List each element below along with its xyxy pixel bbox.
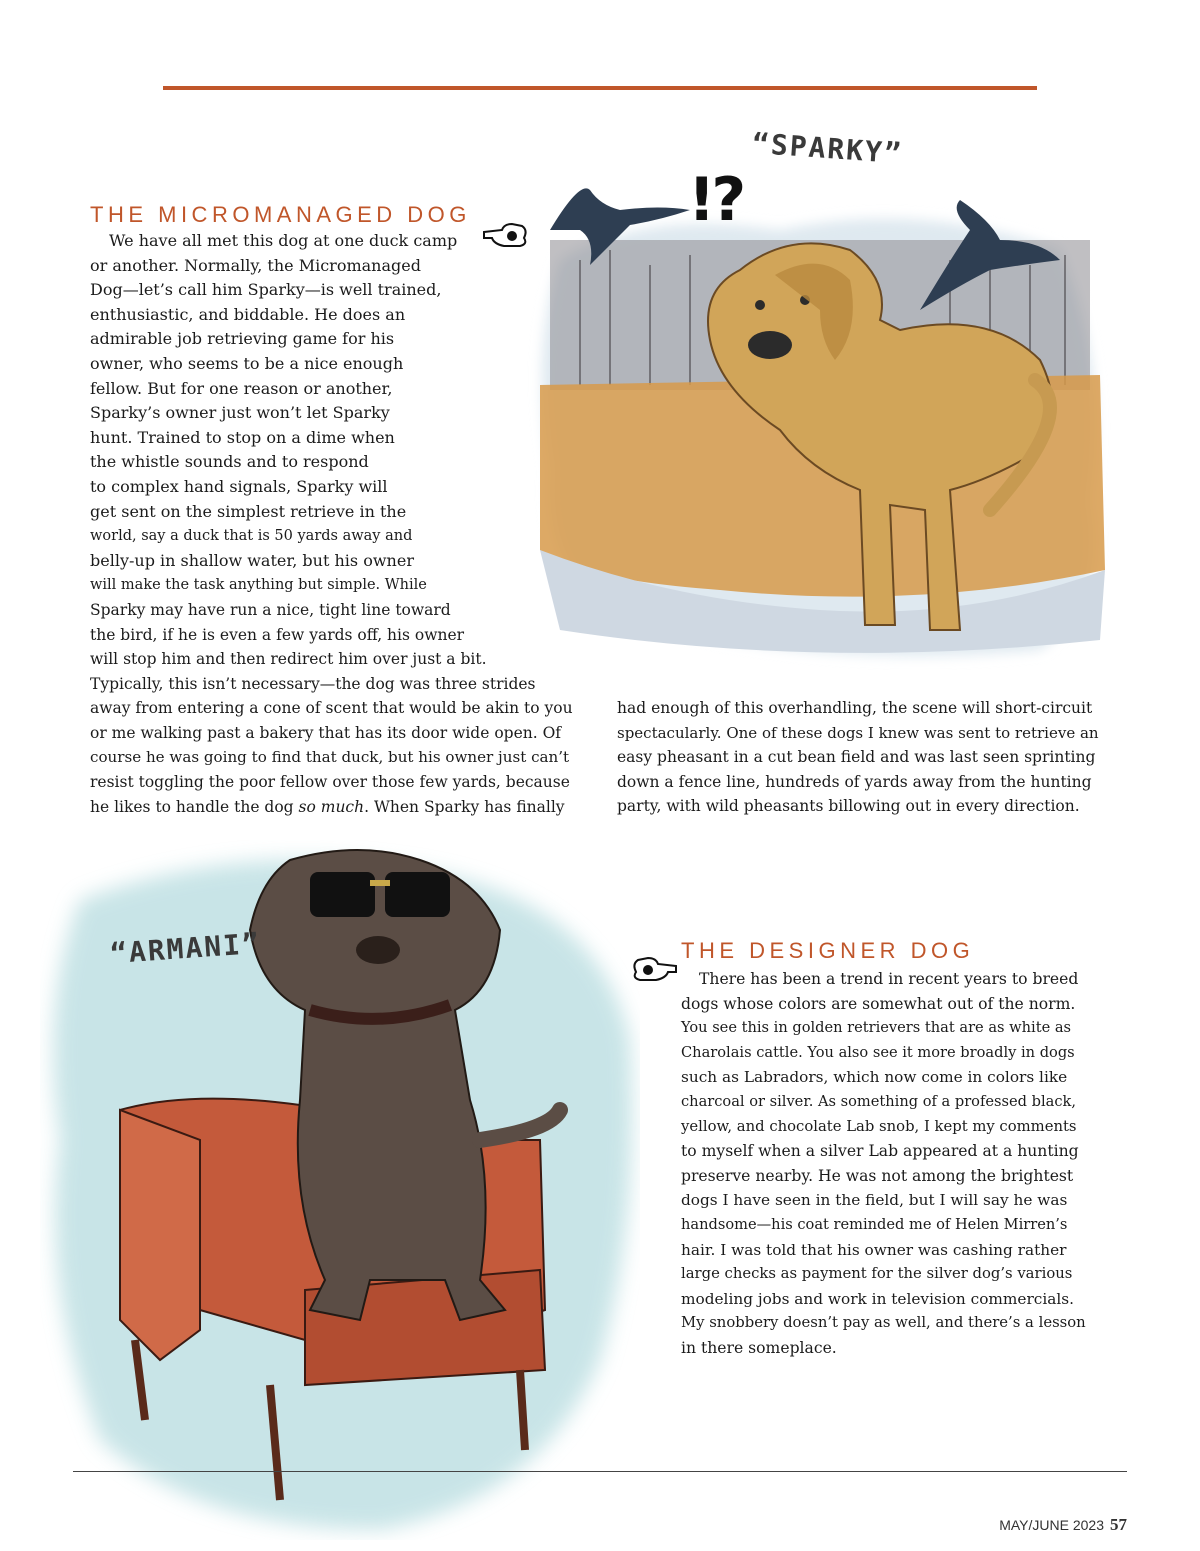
body-line: will stop him and then redirect him over just a bit. [90, 650, 487, 669]
sparky-illustration [520, 170, 1120, 670]
body-line: owner, who seems to be a nice enough [90, 353, 404, 373]
body-line: such as Labradors, which now come in colors like [681, 1068, 1068, 1087]
body-line: preserve nearby. He was not among the brightest [681, 1166, 1074, 1185]
body-line: away from entering a cone of scent that would be akin to you [90, 699, 573, 718]
pointing-hand-icon [632, 952, 678, 984]
body-line: Charolais cattle. You also see it more broadly in dogs [681, 1043, 1075, 1061]
surprise-mark: !? [688, 165, 743, 235]
dog-nose [748, 331, 792, 359]
body-line: admirable job retrieving game for his [90, 329, 395, 349]
micromanaged-body [90, 229, 580, 819]
top-accent-rule [163, 86, 1037, 90]
body-line: dogs I have seen in the field, but I will say he was [681, 1191, 1068, 1210]
body-line: party, with wild pheasants billowing out in every direction. [617, 797, 1080, 816]
body-line: had enough of this overhandling, the scene will short-circuit [617, 699, 1093, 717]
body-line: hunt. Trained to stop on a dime when [90, 427, 395, 447]
section-heading-micromanaged: THE MICROMANAGED DOG [90, 202, 471, 227]
body-line: modeling jobs and work in television commercials. [681, 1289, 1074, 1308]
body-line: Sparky’s owner just won’t let Sparky [90, 403, 390, 423]
body-line: fellow. But for one reason or another, [90, 378, 393, 398]
body-line: enthusiastic, and biddable. He does an [90, 304, 406, 324]
body-line: course he was going to find that duck, but his owner just can’t [90, 748, 570, 767]
body-line: hair. I was told that his owner was cashing rather [681, 1240, 1067, 1259]
body-line: charcoal or silver. As something of a professed black, [681, 1092, 1076, 1110]
body-line: yellow, and chocolate Lab snob, I kept my comments [681, 1117, 1077, 1135]
body-line: the whistle sounds and to respond [90, 452, 369, 472]
body-line: Typically, this isn’t necessary—the dog was three strides [90, 674, 536, 693]
body-line: to complex hand signals, Sparky will [90, 476, 388, 496]
body-line: We have all met this dog at one duck camp [109, 231, 458, 250]
sparky-label: “SPARKY” [751, 126, 904, 171]
body-line: in there someplace. [681, 1338, 837, 1357]
body-line: There has been a trend in recent years to breed [699, 970, 1079, 988]
issue-date: MAY/JUNE 2023 [999, 1517, 1104, 1533]
body-line: handsome—his coat reminded me of Helen Mirren’s [681, 1215, 1068, 1233]
body-line: You see this in golden retrievers that are as white as [681, 1019, 1072, 1037]
body-line: will make the task anything but simple. While [90, 577, 427, 594]
body-line: My snobbery doesn’t pay as well, and there’s a lesson [681, 1314, 1086, 1332]
micromanaged-body-continued [617, 696, 1107, 819]
designer-body [681, 967, 1107, 1361]
body-line: down a fence line, hundreds of yards away from the hunting [617, 772, 1092, 791]
body-line [90, 795, 580, 820]
footer-rule [73, 1471, 1127, 1472]
body-line: large checks as payment for the silver dog’s various [681, 1265, 1073, 1283]
armani-label: “ARMANI” [109, 926, 262, 971]
body-emphasis: so much [298, 797, 365, 816]
page-footer [999, 1515, 1127, 1535]
body-line: Dog—let’s call him Sparky—is well trained, [90, 280, 442, 300]
body-line: dogs whose colors are somewhat out of the norm. [681, 994, 1076, 1013]
body-fragment: he likes to handle the dog [90, 797, 299, 816]
body-line: Sparky may have run a nice, tight line toward [90, 600, 451, 619]
body-line: belly-up in shallow water, but his owner [90, 550, 414, 570]
body-line: or me walking past a bakery that has its door wide open. Of [90, 723, 562, 742]
body-line: the bird, if he is even a few yards off, his owner [90, 625, 465, 644]
body-line: spectacularly. One of these dogs I knew was sent to retrieve an [617, 723, 1099, 742]
body-line: get sent on the simplest retrieve in the [90, 501, 407, 521]
body-line: resist toggling the poor fellow over those few yards, because [90, 773, 570, 792]
body-line: easy pheasant in a cut bean field and was last seen sprinting [617, 748, 1096, 767]
body-line: or another. Normally, the Micromanaged [90, 255, 421, 275]
section-heading-designer: THE DESIGNER DOG [681, 938, 975, 963]
body-fragment: . When Sparky has finally [364, 797, 565, 816]
body-line: world, say a duck that is 50 yards away and [90, 528, 413, 545]
page-number: 57 [1110, 1515, 1127, 1534]
body-line: to myself when a silver Lab appeared at a hunting [681, 1142, 1079, 1161]
